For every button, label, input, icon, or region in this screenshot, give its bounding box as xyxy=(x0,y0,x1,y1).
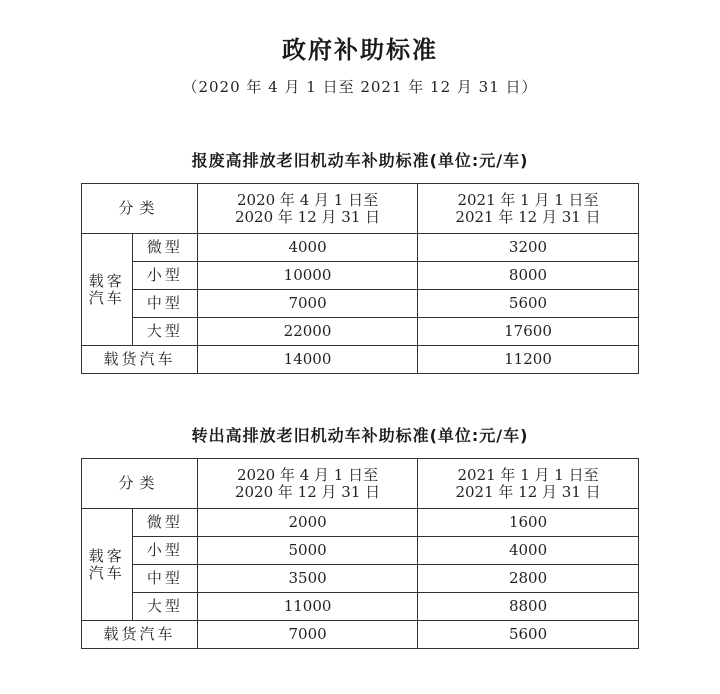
period1-header xyxy=(198,184,418,234)
value-cell: 1600 xyxy=(418,509,639,537)
page-subtitle: （2020 年 4 月 1 日至 2021 年 12 月 31 日） xyxy=(182,78,538,96)
table-row xyxy=(82,318,639,346)
table-row xyxy=(82,621,639,649)
row-label: 大型 xyxy=(132,318,197,346)
value-cell: 4000 xyxy=(418,537,639,565)
table-row xyxy=(82,509,639,537)
value-cell: 5600 xyxy=(418,621,639,649)
table-row xyxy=(82,565,639,593)
period2-line1: 2021 年 1 月 1 日至 xyxy=(457,465,599,484)
period2-line2: 2021 年 12 月 31 日 xyxy=(455,207,601,226)
table-title-transfer: 转出高排放老旧机动车补助标准(单位:元/车) xyxy=(191,426,529,445)
group-label-line2: 汽车 xyxy=(88,563,125,582)
subsidy-table-transfer xyxy=(81,458,639,649)
period1-line1: 2020 年 4 月 1 日至 xyxy=(237,465,379,484)
value-cell: 3200 xyxy=(418,234,639,262)
value-cell: 11000 xyxy=(198,593,418,621)
value-cell: 2000 xyxy=(198,509,418,537)
row-label: 中型 xyxy=(132,290,197,318)
row-label: 中型 xyxy=(132,565,197,593)
passenger-group-label xyxy=(82,234,133,346)
table-row xyxy=(82,234,639,262)
group-label-line1: 载客 xyxy=(88,546,125,565)
value-cell: 2800 xyxy=(418,565,639,593)
value-cell: 7000 xyxy=(198,290,418,318)
period2-line2: 2021 年 12 月 31 日 xyxy=(455,482,601,501)
table-row xyxy=(82,537,639,565)
category-header: 分类 xyxy=(82,459,198,509)
period1-header xyxy=(198,459,418,509)
value-cell: 14000 xyxy=(198,346,418,374)
period1-line1: 2020 年 4 月 1 日至 xyxy=(236,190,379,209)
value-cell: 10000 xyxy=(198,262,418,290)
table-title-scrap: 报废高排放老旧机动车补助标准(单位:元/车) xyxy=(191,151,529,170)
period1-line2: 2020 年 12 月 31 日 xyxy=(234,482,381,501)
page-title: 政府补助标准 xyxy=(282,36,438,64)
group-label-line1: 载客 xyxy=(88,271,125,290)
table-row xyxy=(82,290,639,318)
period2-line1: 2021 年 1 月 1 日至 xyxy=(457,190,599,209)
period1-line2: 2020 年 12 月 31 日 xyxy=(234,207,381,226)
row-label: 小型 xyxy=(132,262,197,290)
value-cell: 5600 xyxy=(418,290,639,318)
subsidy-table-scrap xyxy=(81,183,639,374)
value-cell: 4000 xyxy=(198,234,418,262)
table-row xyxy=(82,346,639,374)
row-label: 微型 xyxy=(132,509,197,537)
value-cell: 7000 xyxy=(198,621,418,649)
table-row xyxy=(82,593,639,621)
row-label: 微型 xyxy=(132,234,197,262)
truck-label: 载货汽车 xyxy=(82,346,198,374)
period2-header xyxy=(418,184,639,234)
passenger-group-label xyxy=(82,509,133,621)
category-header: 分类 xyxy=(82,184,198,234)
truck-label: 载货汽车 xyxy=(82,621,198,649)
table-row xyxy=(82,262,639,290)
value-cell: 5000 xyxy=(198,537,418,565)
table-header-row xyxy=(82,459,639,509)
value-cell: 17600 xyxy=(418,318,639,346)
value-cell: 11200 xyxy=(418,346,639,374)
row-label: 小型 xyxy=(132,537,197,565)
row-label: 大型 xyxy=(132,593,197,621)
period2-header xyxy=(418,459,639,509)
value-cell: 8000 xyxy=(418,262,639,290)
group-label-line2: 汽车 xyxy=(88,288,125,307)
table-header-row xyxy=(82,184,639,234)
value-cell: 8800 xyxy=(418,593,639,621)
value-cell: 22000 xyxy=(198,318,418,346)
value-cell: 3500 xyxy=(198,565,418,593)
